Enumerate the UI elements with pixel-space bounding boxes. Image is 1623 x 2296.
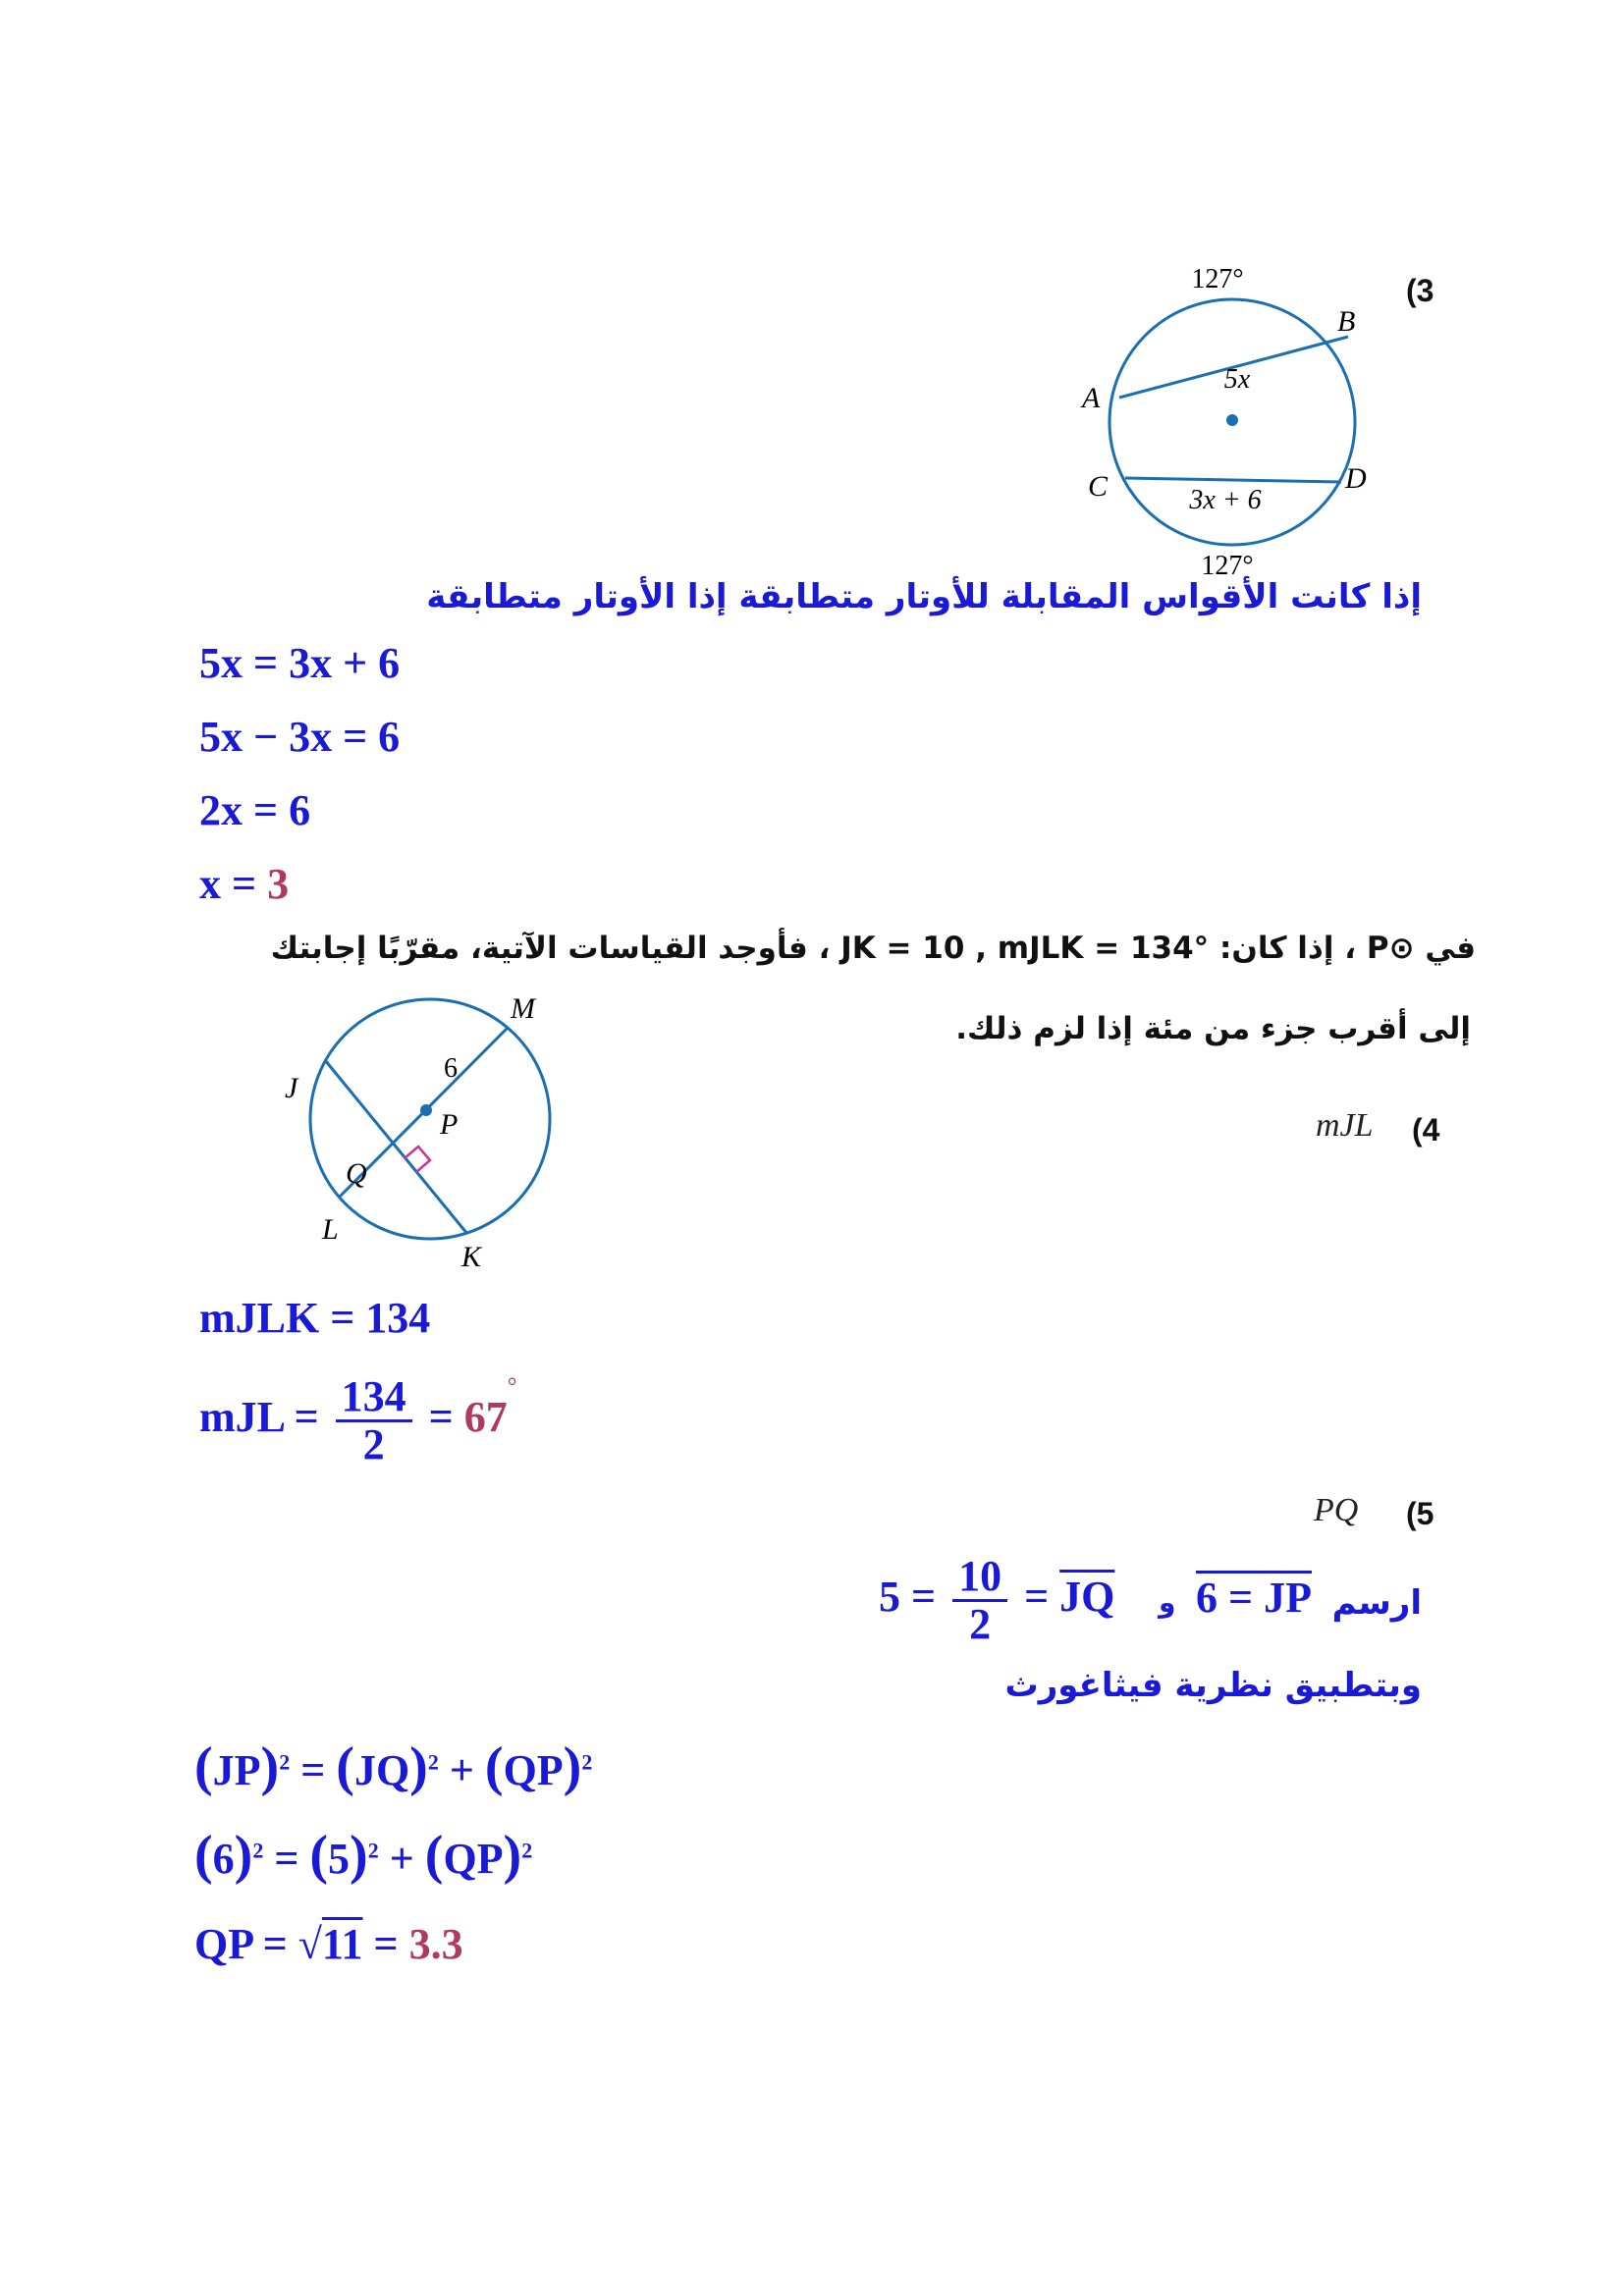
label-p: P [440,1108,459,1141]
label-six: 6 [444,1053,458,1084]
chord-cd [1125,478,1341,482]
eq2-a: 6 [212,1835,235,1883]
chord-cd-label: 3x + 6 [1189,485,1262,515]
problem4-step-2 [199,1374,516,1468]
problem4-fraction [336,1374,412,1468]
eq1-exp-c: 2 [581,1749,593,1775]
problem5-draw-word: ارسم [1331,1583,1422,1623]
problem5-and-word: و [1159,1586,1176,1619]
eq1-exp-b: 2 [427,1749,439,1775]
problem5-pythagoras: وبتطبيق نظرية فيثاغورث [1004,1666,1422,1705]
sqrt-radicand: 11 [321,1920,363,1968]
problem5-final [194,1919,463,1969]
problem3-step-2: 5x − 3x = 6 [199,713,401,761]
fraction-numerator: 134 [336,1374,412,1422]
problem3-answer: 3 [267,860,290,908]
eq2-exp-c: 2 [521,1838,533,1863]
problem4-step2-lhs: mJL = [199,1392,319,1441]
eq1-a: JP [212,1746,261,1794]
point-b-label: B [1337,305,1356,338]
jq-label: $\overline{JQ}$ [1059,1572,1115,1621]
problem4-step2-eq: = [428,1392,454,1441]
label-q: Q [346,1157,367,1190]
problem4-label: mJL [1316,1107,1374,1144]
center-point [1226,414,1238,426]
circle-p-outline [310,999,550,1239]
fraction-denominator: 2 [362,1420,385,1469]
problem3-step-3: 2x = 6 [199,786,311,834]
chord-jk [325,1060,467,1234]
pythagoras-eq-2: $(6)^2 = (5)^2 + (QP)^2$ [194,1825,533,1886]
jq-denominator: 2 [969,1600,992,1649]
arc-top-label: 127° [1191,264,1244,294]
label-m: M [511,992,535,1025]
right-angle-mark [405,1147,430,1172]
problem5-jp-line: 6 = JP [1196,1574,1312,1622]
eq1-b: JQ [353,1746,410,1794]
label-j: J [285,1072,298,1104]
arc-bottom-label: 127° [1201,551,1254,581]
jq-fraction [952,1554,1007,1647]
sqrt-icon: √ [298,1920,322,1968]
jq-result: 5 = [879,1572,937,1621]
center-p-point [420,1104,432,1116]
final-lhs: QP = [194,1920,298,1968]
pythagoras-eq-1: (JP)$^2$ = (JQ)$^2$ + (QP)$^2$ [194,1736,593,1797]
eq2-c: QP [443,1835,504,1883]
point-d-label: D [1345,462,1367,495]
intro-line-2: إلى أقرب جزء من مئة إذا لزم ذلك. [955,1011,1471,1046]
final-eq: = [362,1920,409,1968]
problem3-statement: إذا كانت الأقواس المقابلة للأوتار متطابقة إذا الأوتار متطابقة [426,577,1422,616]
problem3-final [199,859,289,909]
point-c-label: C [1088,470,1109,503]
intro-line-1: في ⊙P ، إذا كان: JK = 10 , mJLK = 134° ، فأوجد القياسات الآتية، مقرّبًا إجابتك [270,931,1476,966]
figure-circle-chords [1060,250,1384,584]
chord-ab-label: 5x [1223,364,1251,395]
problem3-final-lhs: x = [199,860,268,908]
label-k: K [461,1241,482,1273]
problem5-jq-line [879,1554,1114,1647]
problem5-number: (5 [1406,1496,1434,1531]
jq-eq: = [1024,1572,1050,1621]
problem5-answer: 3.3 [408,1920,463,1968]
problem4-answer: 67 [463,1392,508,1441]
eq1-c: QP [503,1746,564,1794]
figure-circle-p [265,982,579,1286]
eq1-exp-a: 2 [279,1749,291,1775]
eq2-exp-a: 2 [252,1838,264,1863]
point-a-label: A [1082,382,1101,414]
problem4-number: (4 [1412,1112,1440,1148]
degree-symbol: ° [507,1374,517,1400]
problem3-number: (3 [1406,273,1434,308]
problem5-label: PQ [1314,1492,1359,1528]
eq2-exp-b: 2 [367,1838,379,1863]
eq2-b: 5 [328,1835,351,1883]
jq-numerator: 10 [952,1554,1007,1602]
problem4-step-1: mJLK = 134 [199,1294,431,1342]
label-l: L [322,1213,339,1246]
problem3-step-1: 5x = 3x + 6 [199,639,401,687]
